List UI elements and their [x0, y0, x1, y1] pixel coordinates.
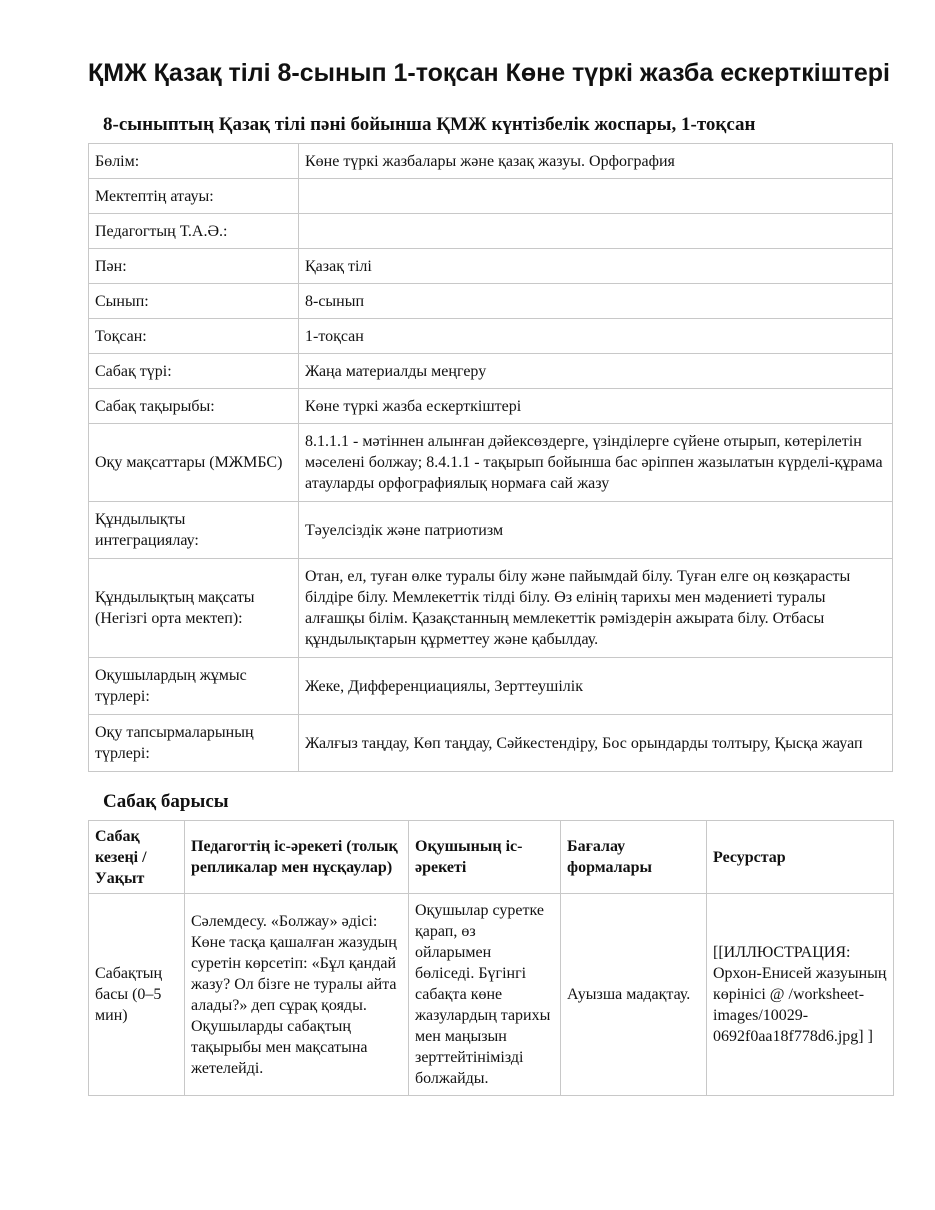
info-value: Жаңа материалды меңгеру: [299, 354, 893, 389]
info-value: [299, 179, 893, 214]
lesson-cell: [[ИЛЛЮСТРАЦИЯ: Орхон-Енисей жазуының көрінісі @ /worksheet-images/10029-0692f0aa18f778d6.jpg] ]: [707, 894, 894, 1096]
info-row: [89, 559, 893, 658]
lesson-column-header: Ресурстар: [707, 821, 894, 894]
info-row: [89, 502, 893, 559]
lesson-table-header-row: [89, 821, 894, 894]
lesson-info-table: [88, 143, 893, 772]
info-value: Жеке, Дифференциациялы, Зерттеушілік: [299, 658, 893, 715]
info-key: Сабақ тақырыбы:: [89, 389, 299, 424]
info-key: Сынып:: [89, 284, 299, 319]
info-value: 8.1.1.1 - мәтіннен алынған дәйексөздерге, үзінділерге сүйене отырып, көтерілетін мәселені болжау; 8.4.1.1 - тақырып бойынша бас әріппен жазылатын күрделі-құрама атауларды орфографиялық нормаға сай жазу: [299, 424, 893, 502]
info-key: Пән:: [89, 249, 299, 284]
info-row: [89, 319, 893, 354]
info-row: [89, 249, 893, 284]
lesson-row: [89, 894, 894, 1096]
info-row: [89, 715, 893, 772]
lesson-cell: Сабақтың басы (0–5 мин): [89, 894, 185, 1096]
info-row: [89, 144, 893, 179]
info-key: Педагогтың Т.А.Ә.:: [89, 214, 299, 249]
info-row: [89, 179, 893, 214]
info-value: Көне түркі жазбалары және қазақ жазуы. Орфография: [299, 144, 893, 179]
info-row: [89, 424, 893, 502]
info-key: Сабақ түрі:: [89, 354, 299, 389]
section-heading-lesson-flow: Сабақ барысы: [103, 791, 229, 812]
info-row: [89, 214, 893, 249]
info-value: [299, 214, 893, 249]
lesson-cell: Оқушылар суретке қарап, өз ойларымен бөліседі. Бүгінгі сабақта көне жазулардың тарихы мен маңызын зерттейтінімізді болжайды.: [409, 894, 561, 1096]
info-value: 1-тоқсан: [299, 319, 893, 354]
info-row: [89, 389, 893, 424]
info-row: [89, 658, 893, 715]
lesson-column-header: Оқушының іс-әрекеті: [409, 821, 561, 894]
info-value: Қазақ тілі: [299, 249, 893, 284]
info-key: Құндылықтың мақсаты (Негізгі орта мектеп):: [89, 559, 299, 658]
info-value: Тәуелсіздік және патриотизм: [299, 502, 893, 559]
info-value: Жалғыз таңдау, Көп таңдау, Сәйкестендіру, Бос орындарды толтыру, Қысқа жауап: [299, 715, 893, 772]
document-title: ҚМЖ Қазақ тілі 8-сынып 1-тоқсан Көне түркі жазба ескерткіштері: [88, 59, 890, 87]
info-key: Құндылықты интеграциялау:: [89, 502, 299, 559]
info-key: Оқу тапсырмаларының түрлері:: [89, 715, 299, 772]
info-key: Оқушылардың жұмыс түрлері:: [89, 658, 299, 715]
lesson-column-header: Бағалау формалары: [561, 821, 707, 894]
lesson-flow-table: [88, 820, 894, 1096]
info-key: Тоқсан:: [89, 319, 299, 354]
info-key: Бөлім:: [89, 144, 299, 179]
info-key: Оқу мақсаттары (МЖМБС): [89, 424, 299, 502]
info-key: Мектептің атауы:: [89, 179, 299, 214]
section-heading-plan: 8-сыныптың Қазақ тілі пәні бойынша ҚМЖ күнтізбелік жоспары, 1-тоқсан: [103, 114, 756, 135]
lesson-column-header: Педагогтің іс-әрекеті (толық репликалар мен нұсқаулар): [185, 821, 409, 894]
document-page: [88, 58, 893, 1096]
info-row: [89, 284, 893, 319]
info-value: Көне түркі жазба ескерткіштері: [299, 389, 893, 424]
lesson-cell: Ауызша мадақтау.: [561, 894, 707, 1096]
lesson-cell: Сәлемдесу. «Болжау» әдісі: Көне тасқа қашалған жазудың суретін көрсетіп: «Бұл қандай жазу? Ол бізге не туралы айта алады?» деп сұрақ қояды. Оқушыларды сабақтың тақырыбы мен мақсатына жетелейді.: [185, 894, 409, 1096]
info-value: Отан, ел, туған өлке туралы білу және пайымдай білу. Туған елге оң көзқарасты білдіре білу. Мемлекеттік тілді білу. Өз елінің тарихы мен мәдениеті туралы алғашқы білім. Қазақстанның мемлекеттік рәміздерін ажырата білу. Отбасы құндылықтарын құрметтеу және қабылдау.: [299, 559, 893, 658]
info-value: 8-сынып: [299, 284, 893, 319]
info-row: [89, 354, 893, 389]
lesson-column-header: Сабақ кезеңі / Уақыт: [89, 821, 185, 894]
